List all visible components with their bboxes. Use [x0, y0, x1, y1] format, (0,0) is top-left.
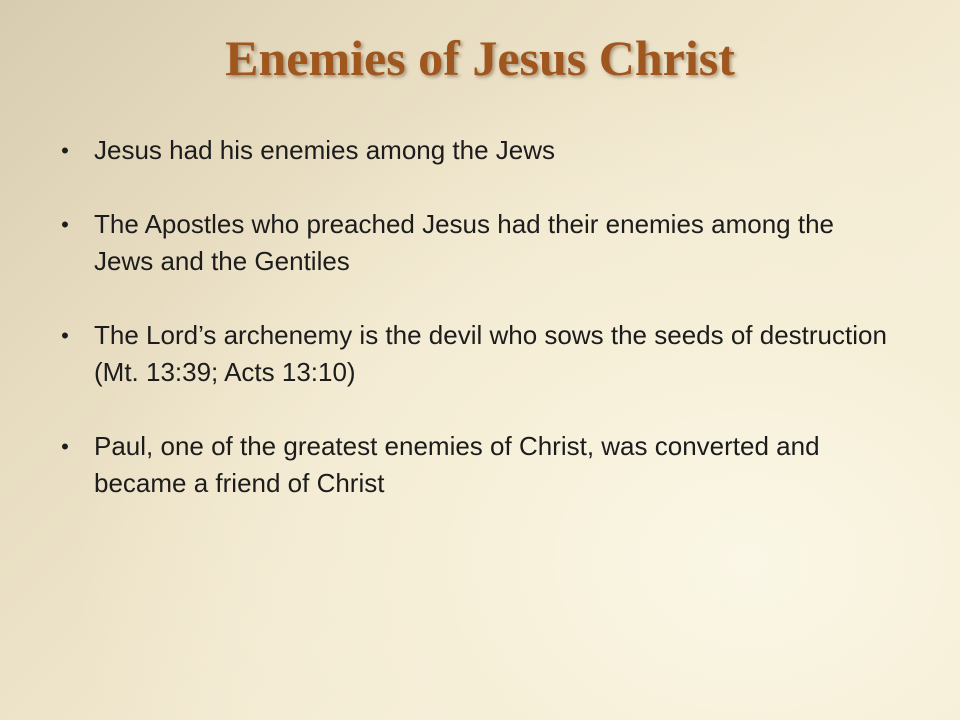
bullet-text: Paul, one of the greatest enemies of Christ, was converted and became a friend of Christ [94, 431, 820, 498]
bullet-marker: • [61, 434, 69, 459]
bullet-marker: • [61, 212, 69, 237]
slide-title: Enemies of Jesus Christ [225, 30, 735, 86]
bullet-marker: • [61, 138, 69, 163]
bullet-text: The Lord’s archenemy is the devil who sows the seeds of destruction (Mt. 13:39; Acts 13:10) [94, 320, 887, 387]
bullet-item [58, 428, 888, 502]
bullet-marker: • [61, 323, 69, 348]
bullet-item [58, 132, 888, 169]
bullet-list [58, 132, 888, 539]
bullet-text: The Apostles who preached Jesus had their enemies among the Jews and the Gentiles [94, 209, 835, 276]
bullet-text: Jesus had his enemies among the Jews [94, 135, 556, 165]
bullet-item [58, 206, 888, 280]
bullet-item [58, 317, 888, 391]
